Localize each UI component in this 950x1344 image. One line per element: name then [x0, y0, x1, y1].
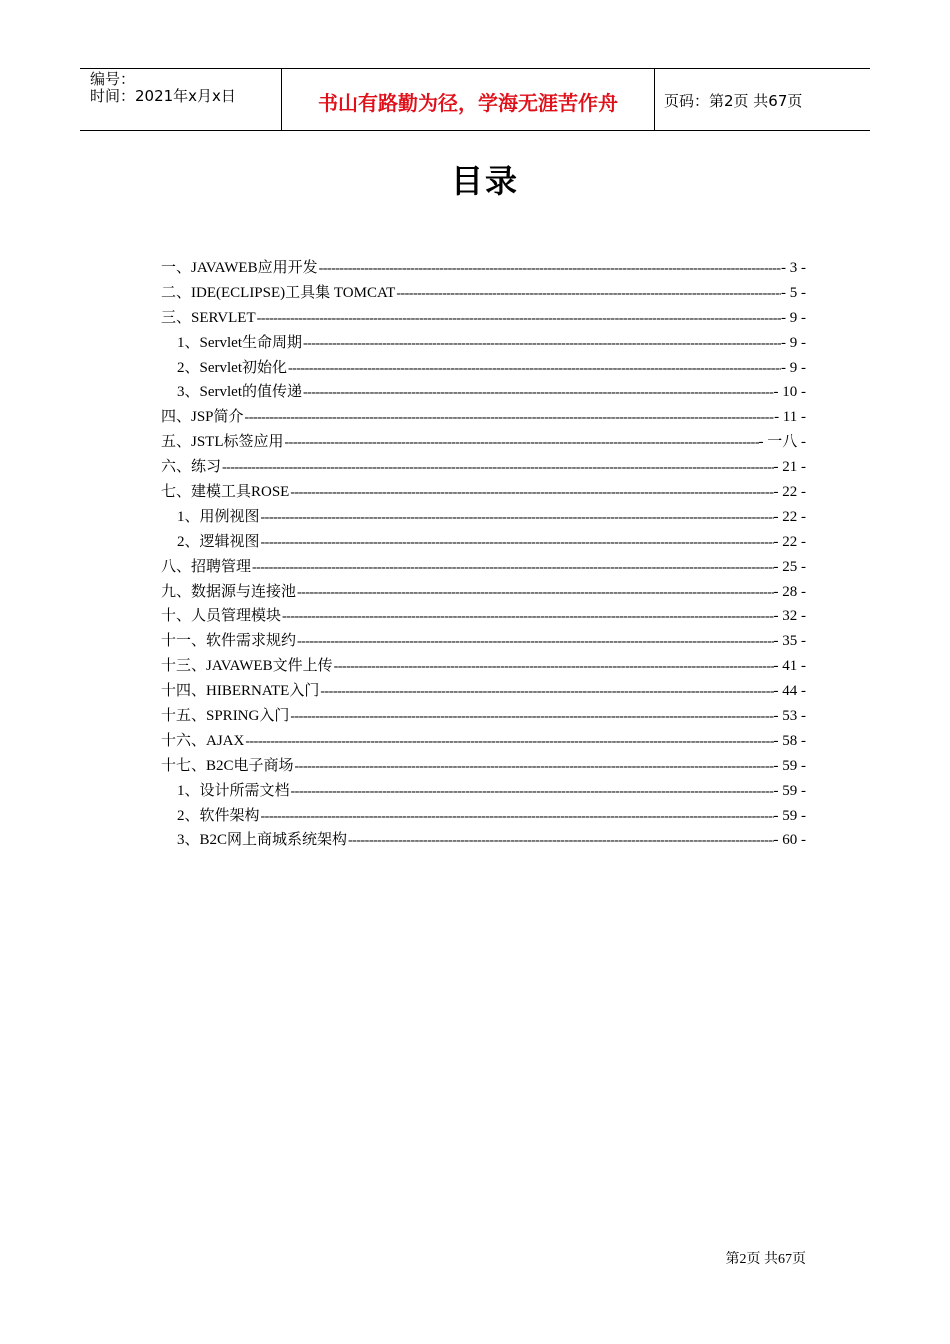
toc-entry-page: - 22 - — [773, 533, 806, 550]
page-title: 目录 — [450, 162, 519, 200]
toc-dot-leader — [318, 261, 781, 277]
toc-entry-title: 3、B2C网上商城系统架构 — [177, 832, 348, 849]
toc-entry[interactable] — [161, 281, 806, 306]
toc-entry-page: - 3 - — [781, 260, 806, 276]
table-of-contents — [161, 256, 806, 853]
toc-entry[interactable] — [161, 331, 806, 356]
toc-entry[interactable] — [161, 256, 806, 281]
toc-entry[interactable] — [161, 654, 806, 679]
toc-dot-leader — [289, 485, 773, 501]
toc-entry-page: - 28 - — [773, 583, 806, 600]
toc-entry[interactable] — [161, 704, 806, 729]
toc-entry-page: - 32 - — [773, 608, 806, 625]
toc-entry-page: - 一八 - — [758, 434, 806, 451]
toc-entry[interactable] — [161, 356, 806, 381]
toc-entry-title: 二、IDE(ECLIPSE)工具集 TOMCAT — [161, 284, 396, 301]
toc-entry-page: - 58 - — [773, 732, 806, 749]
toc-dot-leader — [251, 560, 773, 576]
toc-entry-page: - 11 - — [774, 409, 806, 426]
document-number-label: 编号： — [90, 70, 136, 88]
toc-dot-leader — [260, 809, 774, 825]
toc-dot-leader — [347, 833, 773, 849]
toc-entry[interactable] — [161, 530, 806, 555]
toc-entry-page: - 25 - — [773, 558, 806, 575]
toc-entry[interactable] — [161, 380, 806, 405]
toc-entry-page: - 21 - — [773, 459, 806, 476]
toc-dot-leader — [289, 709, 773, 725]
toc-entry-title: 十、人员管理模块 — [161, 608, 282, 625]
toc-entry-title: 1、设计所需文档 — [177, 782, 290, 799]
toc-entry[interactable] — [161, 729, 806, 754]
toc-dot-leader — [284, 435, 759, 451]
toc-entry-title: 1、Servlet生命周期 — [177, 334, 302, 351]
toc-dot-leader — [290, 784, 774, 800]
toc-entry[interactable] — [161, 455, 806, 480]
toc-dot-leader — [281, 609, 773, 625]
toc-entry-title: 2、逻辑视图 — [177, 533, 260, 550]
toc-entry[interactable] — [161, 480, 806, 505]
toc-entry-title: 1、用例视图 — [177, 508, 260, 525]
toc-entry[interactable] — [161, 604, 806, 629]
toc-entry-page: - 41 - — [773, 658, 806, 675]
header-page-info: 页码：第2页 共67页 — [664, 92, 803, 110]
toc-entry[interactable] — [161, 828, 806, 853]
toc-entry-page: - 9 - — [781, 309, 806, 326]
toc-entry-title: 九、数据源与连接池 — [161, 583, 297, 600]
toc-dot-leader — [296, 634, 773, 650]
toc-entry-page: - 59 - — [773, 807, 806, 824]
toc-entry-page: - 59 - — [773, 782, 806, 799]
toc-entry-title: 六、练习 — [161, 459, 222, 476]
header-motto: 书山有路勤为径，学海无涯苦作舟 — [282, 69, 655, 130]
toc-entry-title: 十四、HIBERNATE入门 — [161, 683, 320, 700]
toc-entry-page: - 44 - — [773, 683, 806, 700]
toc-entry[interactable] — [161, 629, 806, 654]
toc-entry-page: - 53 - — [773, 708, 806, 725]
toc-dot-leader — [296, 585, 773, 601]
toc-entry[interactable] — [161, 580, 806, 605]
toc-entry[interactable] — [161, 555, 806, 580]
toc-dot-leader — [256, 311, 781, 327]
toc-entry-title: 十七、B2C电子商场 — [161, 757, 294, 774]
toc-entry-title: 七、建模工具ROSE — [161, 484, 290, 501]
toc-entry[interactable] — [161, 804, 806, 829]
toc-entry-page: - 9 - — [781, 334, 806, 351]
toc-entry-title: 十六、AJAX — [161, 732, 245, 749]
toc-entry-page: - 59 - — [773, 757, 806, 774]
toc-dot-leader — [244, 734, 773, 750]
toc-dot-leader — [244, 410, 775, 426]
toc-entry-page: - 60 - — [773, 832, 806, 849]
toc-entry[interactable] — [161, 405, 806, 430]
toc-dot-leader — [319, 684, 773, 700]
toc-entry-title: 八、招聘管理 — [161, 558, 252, 575]
toc-entry[interactable] — [161, 754, 806, 779]
toc-entry[interactable] — [161, 430, 806, 455]
toc-dot-leader — [395, 286, 781, 302]
toc-entry-page: - 22 - — [773, 484, 806, 501]
toc-entry-page: - 10 - — [773, 384, 806, 401]
toc-entry-title: 3、Servlet的值传递 — [177, 384, 302, 401]
toc-entry[interactable] — [161, 679, 806, 704]
document-time: 时间：2021年x月x日 — [90, 87, 236, 105]
toc-dot-leader — [221, 460, 773, 476]
toc-entry[interactable] — [161, 306, 806, 331]
toc-entry-page: - 9 - — [781, 359, 806, 376]
toc-entry-page: - 5 - — [781, 284, 806, 301]
toc-entry-title: 一、JAVAWEB应用开发 — [161, 260, 318, 276]
toc-dot-leader — [302, 336, 781, 352]
page-header — [80, 68, 870, 131]
toc-dot-leader — [260, 510, 774, 526]
toc-entry-title: 三、SERVLET — [161, 309, 256, 326]
toc-entry-title: 十一、软件需求规约 — [161, 633, 297, 650]
toc-entry-page: - 22 - — [773, 508, 806, 525]
toc-entry[interactable] — [161, 505, 806, 530]
toc-entry-title: 十三、JAVAWEB文件上传 — [161, 658, 333, 675]
toc-entry-title: 2、软件架构 — [177, 807, 260, 824]
toc-dot-leader — [333, 659, 774, 675]
toc-dot-leader — [260, 535, 774, 551]
header-meta — [80, 69, 282, 130]
toc-entry[interactable] — [161, 779, 806, 804]
toc-dot-leader — [287, 361, 781, 377]
toc-entry-title: 十五、SPRING入门 — [161, 708, 290, 725]
toc-dot-leader — [294, 759, 774, 775]
toc-entry-title: 四、JSP简介 — [161, 409, 244, 426]
toc-dot-leader — [302, 385, 774, 401]
page-footer: 第2页 共67页 — [725, 1252, 806, 1267]
toc-entry-title: 2、Servlet初始化 — [177, 359, 287, 376]
toc-entry-page: - 35 - — [773, 633, 806, 650]
toc-entry-title: 五、JSTL标签应用 — [161, 434, 284, 451]
